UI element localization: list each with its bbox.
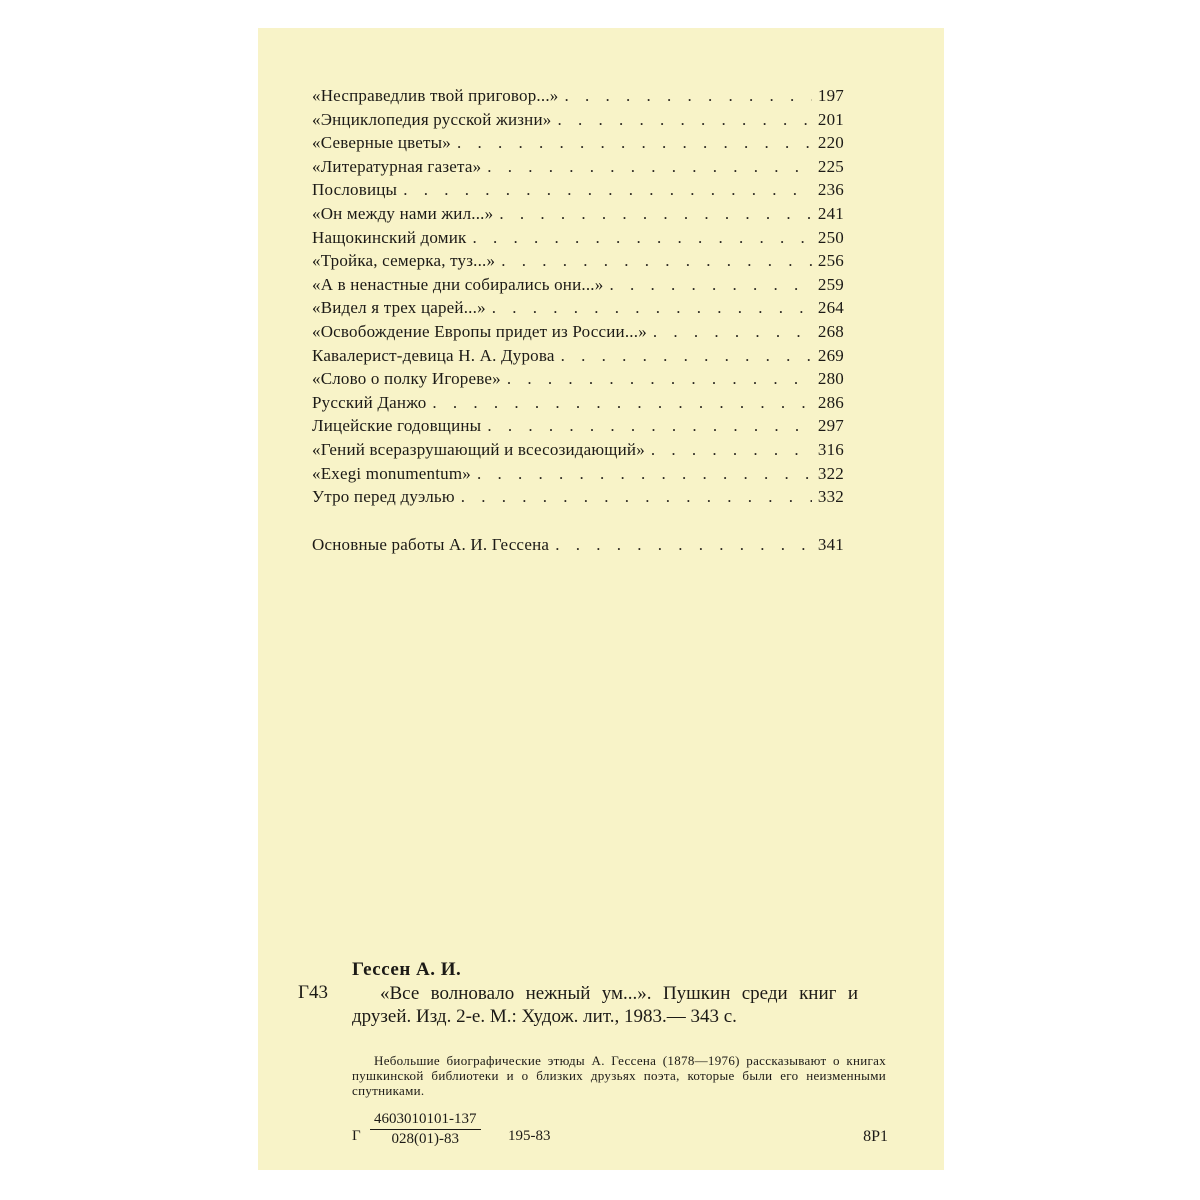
- toc-entry: [312, 464, 844, 488]
- toc-leader-dots: [487, 157, 812, 177]
- toc-entry: [312, 298, 844, 322]
- toc-entry-page: 241: [817, 203, 844, 223]
- card-annotation: Небольшие биографические этюды А. Гессена (1878—1976) рассказывают о книгах пушкинской библиотеки и о близких друзьях поэта, которые были его неизменными спутниками.: [352, 1053, 886, 1098]
- card-index-letter: Г: [352, 1128, 361, 1144]
- toc-entry-page: 256: [817, 251, 844, 271]
- toc-leader-dots: [557, 110, 811, 130]
- toc-leader-dots: [609, 275, 811, 295]
- toc-entry-page: 201: [817, 109, 844, 129]
- toc-leader-dots: [499, 204, 812, 224]
- toc-entry: [312, 487, 844, 511]
- toc-entry-title: «Слово о полку Игореве»: [312, 369, 501, 389]
- toc-entry-title: «Он между нами жил...»: [312, 203, 494, 223]
- catalog-card: [258, 953, 944, 1153]
- toc-entry-page: 259: [817, 274, 844, 294]
- toc-entry-title: Нащокинский домик: [312, 227, 467, 247]
- toc-entry-title: «Гений всеразрушающий и всесозидающий»: [312, 439, 645, 459]
- toc-leader-dots: [472, 228, 811, 248]
- toc-entry-title: Лицейские годовщины: [312, 416, 482, 436]
- card-classification-code: Г43: [298, 982, 328, 1003]
- toc-entry-title: «Освобождение Европы придет из России...»: [312, 321, 647, 341]
- toc-entry-page: 236: [817, 180, 844, 200]
- card-bibliographic-description: «Все волновало нежный ум...». Пушкин среди книг и друзей. Изд. 2-е. М.: Худож. лит., 1983.— 343 с.: [352, 983, 858, 1027]
- book-page: [258, 28, 944, 1170]
- card-shelf-code: 8Р1: [863, 1128, 888, 1145]
- toc-entry-page: 280: [817, 369, 844, 389]
- toc-leader-dots: [651, 440, 812, 460]
- toc-entry-title: Утро перед дуэлью: [312, 487, 455, 507]
- toc-entry-page: 197: [817, 86, 844, 105]
- toc-entry: [312, 110, 844, 134]
- toc-leader-dots: [561, 346, 812, 366]
- toc-entry-title: «Видел я трех царей...»: [312, 298, 486, 318]
- toc-entry-page: 341: [817, 534, 844, 554]
- toc-leader-dots: [457, 133, 812, 153]
- toc-spacer: [312, 511, 844, 535]
- toc-entry: [312, 275, 844, 299]
- toc-entry-page: 332: [817, 487, 844, 507]
- toc-entry-title: «Exegi monumentum»: [312, 463, 471, 483]
- toc-entry-title: Русский Данжо: [312, 392, 427, 412]
- toc-entry-page: 264: [817, 298, 844, 318]
- card-index-fraction: [370, 1111, 481, 1148]
- toc-entry-title: «Энциклопедия русской жизни»: [312, 109, 552, 129]
- toc-entry-title: «Несправедлив твой приговор...»: [312, 86, 559, 105]
- toc-leader-dots: [461, 487, 812, 507]
- toc-entry-title: Основные работы А. И. Гессена: [312, 534, 550, 554]
- toc-leader-dots: [492, 298, 812, 318]
- toc-entry: [312, 416, 844, 440]
- toc-entry: [312, 369, 844, 393]
- toc-entry-title: «Северные цветы»: [312, 133, 452, 153]
- toc-entry-page: 316: [817, 439, 844, 459]
- card-footer: [258, 1111, 944, 1159]
- toc-entry-title: Пословицы: [312, 180, 398, 200]
- toc-entry: [312, 157, 844, 181]
- card-author: Гессен А. И.: [352, 959, 462, 980]
- toc-leader-dots: [564, 86, 811, 106]
- toc-entry-page: 225: [817, 156, 844, 176]
- toc-entry: [312, 204, 844, 228]
- toc-leader-dots: [432, 393, 811, 413]
- card-order-number: 195-83: [508, 1128, 551, 1144]
- toc-entry: [312, 440, 844, 464]
- toc-leader-dots: [487, 416, 812, 436]
- toc-leader-dots: [555, 535, 812, 555]
- toc-entry: [312, 180, 844, 204]
- table-of-contents: [312, 86, 844, 558]
- toc-leader-dots: [653, 322, 812, 342]
- toc-entry-title: «Тройка, семерка, туз...»: [312, 251, 496, 271]
- toc-entry-title: «А в ненастные дни собирались они...»: [312, 274, 604, 294]
- toc-entry-page: 220: [817, 133, 844, 153]
- toc-entry-page: 268: [817, 321, 844, 341]
- toc-leader-dots: [477, 464, 812, 484]
- toc-entry: [312, 228, 844, 252]
- toc-entry-page: 269: [817, 345, 844, 365]
- toc-entry-page: 297: [817, 416, 844, 436]
- toc-leader-dots: [501, 251, 812, 271]
- toc-entry-bibliography: [312, 535, 844, 559]
- toc-entry: [312, 133, 844, 157]
- toc-leader-dots: [403, 180, 812, 200]
- toc-entry: [312, 86, 844, 110]
- card-index-denominator: 028(01)-83: [391, 1131, 459, 1147]
- toc-entry-page: 250: [817, 227, 844, 247]
- toc-entry: [312, 346, 844, 370]
- toc-entry: [312, 393, 844, 417]
- toc-entry-title: «Литературная газета»: [312, 156, 482, 176]
- toc-entry: [312, 322, 844, 346]
- toc-entry-page: 322: [817, 463, 844, 483]
- toc-leader-dots: [507, 369, 812, 389]
- toc-entry-title: Кавалерист-девица Н. А. Дурова: [312, 345, 555, 365]
- toc-entry-page: 286: [817, 392, 844, 412]
- toc-entry: [312, 251, 844, 275]
- card-index-numerator: 4603010101-137: [370, 1111, 481, 1130]
